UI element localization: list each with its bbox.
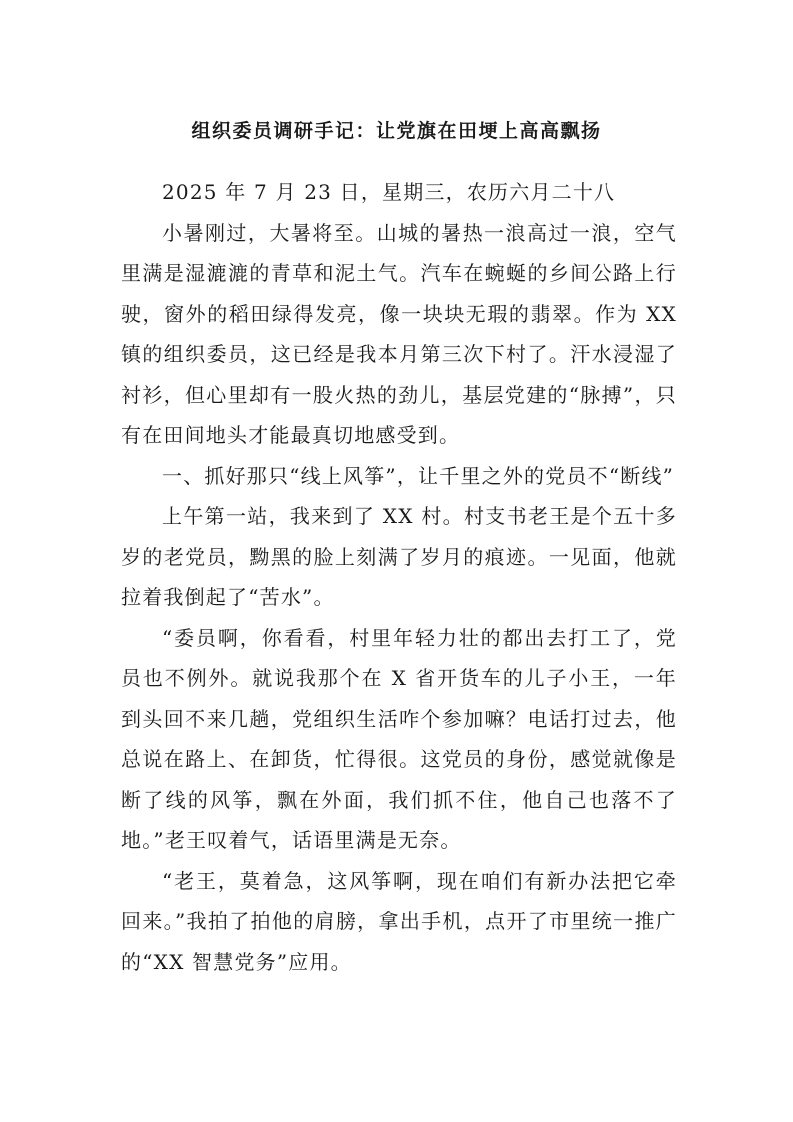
paragraph: 上午第一站，我来到了 XX 村。村支书老王是个五十多岁的老党员，黝黑的脸上刻满了岁月的痕迹。一见面，他就拉着我倒起了“苦水”。 (121, 504, 677, 609)
paragraph-intro: 小暑刚过，大暑将至。山城的暑热一浪高过一浪，空气里满是湿漉漉的青草和泥土气。汽车在蜿蜒的乡间公路上行驶，窗外的稻田绿得发亮，像一块块无瑕的翡翠。作为 XX 镇的组织委员，这已经是我本月第三次下村了。汗水浸湿了衬衫，但心里却有一股火热的劲儿，基层党建的“脉搏”，只有在田间地头才能最真切地感受到。 (121, 220, 677, 447)
paragraph: “委员啊，你看看，村里年轻力壮的都出去打工了，党员也不例外。就说我那个在 X 省开货车的儿子小王，一年到头回不来几趟，党组织生活咋个参加嘛？电话打过去，他总说在路上、在卸货，忙得很。这党员的身份，感觉就像是断了线的风筝，飘在外面，我们抓不住，他自己也落不了地。”老王叹着气，话语里满是无奈。 (121, 625, 677, 852)
section-heading: 一、抓好那只“线上风筝”，让千里之外的党员不“断线” (162, 463, 675, 488)
document-body (121, 172, 677, 982)
document-title: 组织委员调研手记：让党旗在田埂上高高飘扬 (191, 120, 602, 142)
paragraph: “老王，莫着急，这风筝啊，现在咱们有新办法把它牵回来。”我拍了拍他的肩膀，拿出手机，点开了市里统一推广的“XX 智慧党务”应用。 (121, 868, 677, 974)
date-line: 2025 年 7 月 23 日，星期三，农历六月二十八 (162, 180, 616, 204)
